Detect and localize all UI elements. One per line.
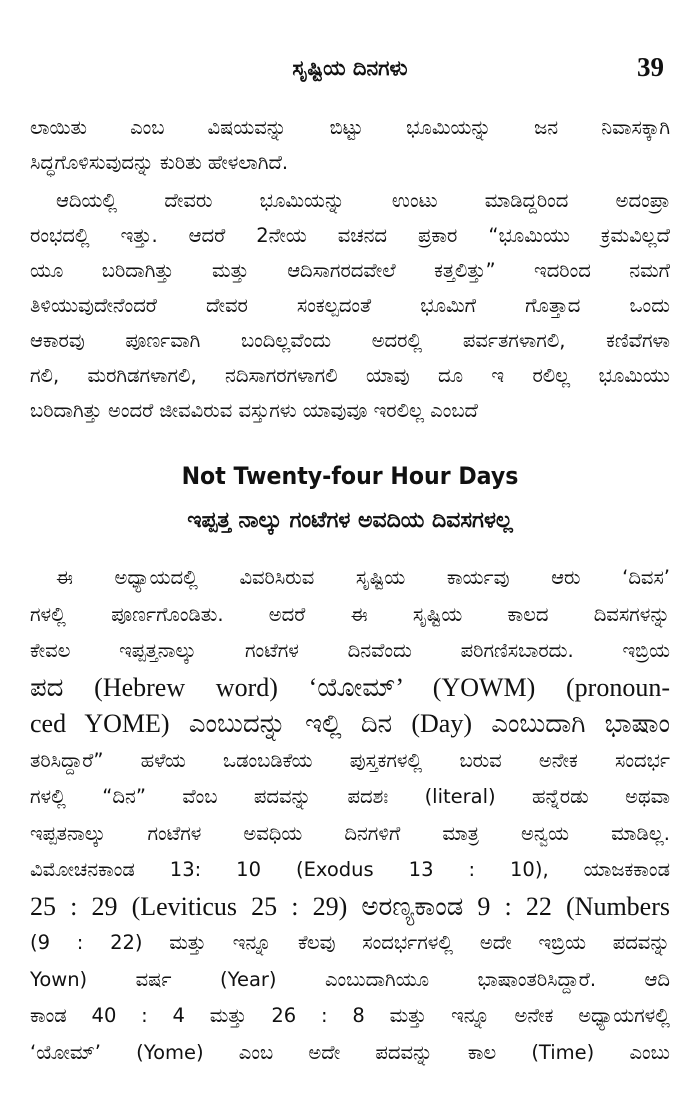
section-heading-english: Not Twenty-four Hour Days — [181, 462, 519, 490]
text-line: ರಂಭದಲ್ಲಿ ಇತ್ತು. ಆದರೆ 2ನೇಯ ವಚನದ ಪ್ರಕಾರ “ಭೂಮಿಯು ಕ್ರಮವಿಲ್ಲದೆ — [30, 224, 670, 247]
text-line: ಕೇವಲ ಇಪ್ಪತ್ತನಾಲ್ಕು ಗಂಟೆಗಳ ದಿನವೆಂದು ಪರಿಗಣಿಸಬಾರದು. ಇಬ್ರಿಯ — [30, 639, 670, 662]
paragraph-continuation — [30, 110, 670, 180]
text-line: ced YOME) ಎಂಬುದನ್ನು ಇಲ್ಲಿ ದಿನ (Day) ಎಂಬುದಾಗಿ ಭಾಷಾಂ — [30, 709, 670, 738]
text-line: ಇಪ್ಪತನಾಲ್ಕು ಗಂಟೆಗಳ ಅವಧಿಯ ದಿನಗಳಿಗೆ ಮಾತ್ರ ಅನ್ವಯ ಮಾಡಿಲ್ಲ. — [30, 821, 670, 845]
running-header — [30, 52, 670, 86]
text-line: Yown) ವರ್ಷ (Year) ಎಂಬುದಾಗಿಯೂ ಭಾಷಾಂತರಿಸಿದ್ದಾರೆ. ಆದಿ — [30, 967, 670, 991]
text-line: ಆಕಾರವು ಪೂರ್ಣವಾಗಿ ಬಂದಿಲ್ಲವೆಂದು ಅದರಲ್ಲಿ ಪರ್ವತಗಳಾಗಲಿ, ಕಣಿವೆಗಳಾ — [30, 329, 670, 352]
text-line: ಗಳಲ್ಲಿ “ದಿನ” ವೆಂಬ ಪದವನ್ನು ಪದಶಃ (literal) ಹನ್ನೆರಡು ಅಥವಾ — [30, 785, 670, 808]
text-line: ಗಳಲ್ಲಿ ಪೂರ್ಣಗೊಂಡಿತು. ಅದರೆ ಈ ಸೃಷ್ಟಿಯ ಕಾಲದ ದಿವಸಗಳನ್ನು — [30, 602, 670, 626]
text-line: ಈ ಅಧ್ಯಾಯದಲ್ಲಿ ವಿವರಿಸಿರುವ ಸೃಷ್ಟಿಯ ಕಾರ್ಯವು ಆರು ‘ದಿವಸ’ — [56, 566, 670, 589]
text-line: ಸಿದ್ಧಗೊಳಿಸುವುದನ್ನು ಕುರಿತು ಹೇಳಲಾಗಿದೆ. — [30, 151, 289, 174]
text-line: ‘ಯೋಮ್’ (Yome) ಎಂಬ ಅದೇ ಪದವನ್ನು ಕಾಲ (Time) ಎಂಬು — [30, 1040, 670, 1064]
paragraph-yom — [30, 560, 670, 1071]
paragraph-creation — [30, 183, 670, 428]
page-number: 39 — [637, 52, 664, 82]
text-line: ಗಲಿ, ಮರಗಿಡಗಳಾಗಲಿ, ನದಿಸಾಗರಗಳಾಗಲಿ ಯಾವು ದೂ ಇ ರಲಿಲ್ಲ ಭೂಮಿಯು — [30, 364, 670, 387]
text-line: ಬರಿದಾಗಿತ್ತು ಅಂದರೆ ಜೀವವಿರುವ ವಸ್ತುಗಳು ಯಾವುವೂ ಇರಲಿಲ್ಲ ಎಂಬದೆ — [30, 399, 478, 422]
text-line: ಲಾಯಿತು ಎಂಬ ವಿಷಯವನ್ನು ಬಿಟ್ಟು ಭೂಮಿಯನ್ನು ಜನ ನಿವಾಸಕ್ಕಾಗಿ — [30, 116, 670, 139]
text-line: ತಿಳಿಯುವುದೇನೆಂದರೆ ದೇವರ ಸಂಕಲ್ಪದಂತೆ ಭೂಮಿಗೆ ಗೊತ್ತಾದ ಒಂದು — [30, 294, 670, 317]
text-line: ಕಾಂಡ 40 : 4 ಮತ್ತು 26 : 8 ಮತ್ತು ಇನ್ನೂ ಅನೇಕ ಅಧ್ಯಾಯಗಳಲ್ಲಿ — [30, 1004, 670, 1027]
chapter-title: ಸೃಷ್ಟಿಯ ದಿನಗಳು — [292, 56, 408, 80]
text-line: ವಿಮೋಚನಕಾಂಡ 13: 10 (Exodus 13 : 10), ಯಾಜಕಕಾಂಡ — [30, 858, 670, 881]
text-line: ತರಿಸಿದ್ದಾರೆ” ಹಳೆಯ ಒಡಂಬಡಿಕೆಯ ಪುಸ್ತಕಗಳಲ್ಲಿ ಬರುವ ಅನೇಕ ಸಂದರ್ಭ — [30, 748, 670, 772]
text-line: 25 : 29 (Leviticus 25 : 29) ಅರಣ್ಯಕಾಂಡ 9 : 22 (Numbers — [30, 891, 670, 921]
text-line: ಯೂ ಬರಿದಾಗಿತ್ತು ಮತ್ತು ಆದಿಸಾಗರದವೇಲೆ ಕತ್ತಲಿತ್ತು” ಇದರಿಂದ ನಮಗೆ — [30, 259, 670, 282]
text-line: ಆದಿಯಲ್ಲಿ ದೇವರು ಭೂಮಿಯನ್ನು ಉಂಟು ಮಾಡಿದ್ದರಿಂದ ಅದಂಪ್ರಾ — [56, 189, 670, 212]
book-page — [30, 0, 670, 1100]
text-line: ಪದ (Hebrew word) ‘ಯೋಮ್’ (YOWM) (pronoun- — [30, 672, 670, 702]
section-heading-kannada: ಇಪ್ಪತ್ತ ನಾಲ್ಕು ಗಂಟೆಗಳ ಅವದಿಯ ದಿವಸಗಳಲ್ಲ — [187, 508, 513, 533]
text-line: (9 : 22) ಮತ್ತು ಇನ್ನೂ ಕೆಲವು ಸಂದರ್ಭಗಳಲ್ಲಿ ಅದೇ ಇಬ್ರಿಯ ಪದವನ್ನು — [30, 931, 670, 954]
